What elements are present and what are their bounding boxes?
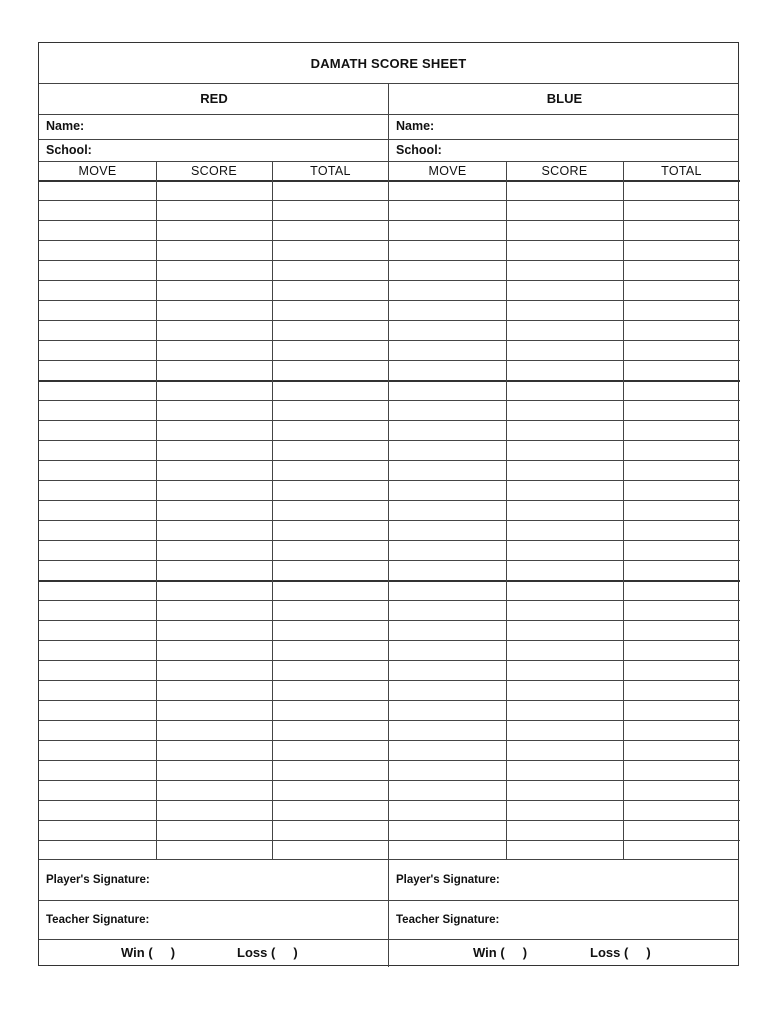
blue-move-header: MOVE — [428, 164, 467, 178]
red-player-signature-field[interactable]: Player's Signature: — [46, 874, 150, 886]
blue-result-row — [389, 939, 740, 966]
table-row[interactable] — [39, 800, 740, 820]
blue-school-field[interactable]: School: — [396, 143, 442, 157]
table-row[interactable] — [39, 460, 740, 480]
score-grid — [39, 180, 740, 860]
center-divider — [388, 83, 389, 967]
table-row[interactable] — [39, 600, 740, 620]
table-row[interactable] — [39, 740, 740, 760]
table-row[interactable] — [39, 540, 740, 560]
table-row[interactable] — [39, 380, 740, 400]
table-row[interactable] — [39, 400, 740, 420]
table-row[interactable] — [39, 440, 740, 460]
table-row[interactable] — [39, 420, 740, 440]
red-team-label: RED — [200, 91, 228, 106]
table-row[interactable] — [39, 840, 740, 860]
blue-team-label: BLUE — [546, 91, 583, 106]
table-row[interactable] — [39, 340, 740, 360]
blue-total-header: TOTAL — [661, 164, 702, 178]
table-row[interactable] — [39, 300, 740, 320]
blue-teacher-signature-field[interactable]: Teacher Signature: — [396, 914, 500, 926]
table-row[interactable] — [39, 480, 740, 500]
table-row[interactable] — [39, 640, 740, 660]
score-sheet — [38, 42, 739, 966]
table-row[interactable] — [39, 180, 740, 200]
blue-loss-box[interactable]: Loss ( ) — [590, 945, 651, 960]
red-loss-box[interactable]: Loss ( ) — [237, 945, 298, 960]
table-row[interactable] — [39, 720, 740, 740]
red-score-header: SCORE — [191, 164, 237, 178]
table-row[interactable] — [39, 560, 740, 580]
blue-win-box[interactable]: Win ( ) — [473, 945, 528, 960]
table-row[interactable] — [39, 260, 740, 280]
blue-name-field[interactable]: Name: — [396, 119, 435, 133]
table-row[interactable] — [39, 280, 740, 300]
table-row[interactable] — [39, 660, 740, 680]
table-row[interactable] — [39, 680, 740, 700]
column-divider — [272, 161, 273, 860]
table-row[interactable] — [39, 520, 740, 540]
table-row[interactable] — [39, 320, 740, 340]
red-move-header: MOVE — [78, 164, 117, 178]
table-row[interactable] — [39, 240, 740, 260]
table-row[interactable] — [39, 620, 740, 640]
column-divider — [623, 161, 624, 860]
table-row[interactable] — [39, 500, 740, 520]
table-row[interactable] — [39, 700, 740, 720]
blue-player-signature-field[interactable]: Player's Signature: — [396, 874, 500, 886]
table-row[interactable] — [39, 200, 740, 220]
table-row[interactable] — [39, 760, 740, 780]
table-row[interactable] — [39, 780, 740, 800]
red-school-field[interactable]: School: — [46, 143, 92, 157]
table-row[interactable] — [39, 580, 740, 600]
column-divider — [506, 161, 507, 860]
table-row[interactable] — [39, 220, 740, 240]
sheet-title: DAMATH SCORE SHEET — [310, 55, 467, 71]
column-divider — [156, 161, 157, 860]
blue-score-header: SCORE — [541, 164, 588, 178]
red-win-box[interactable]: Win ( ) — [121, 945, 176, 960]
red-total-header: TOTAL — [310, 164, 351, 178]
red-result-row — [39, 939, 389, 966]
red-name-field[interactable]: Name: — [46, 119, 85, 133]
red-teacher-signature-field[interactable]: Teacher Signature: — [46, 914, 150, 926]
table-row[interactable] — [39, 820, 740, 840]
table-row[interactable] — [39, 360, 740, 380]
